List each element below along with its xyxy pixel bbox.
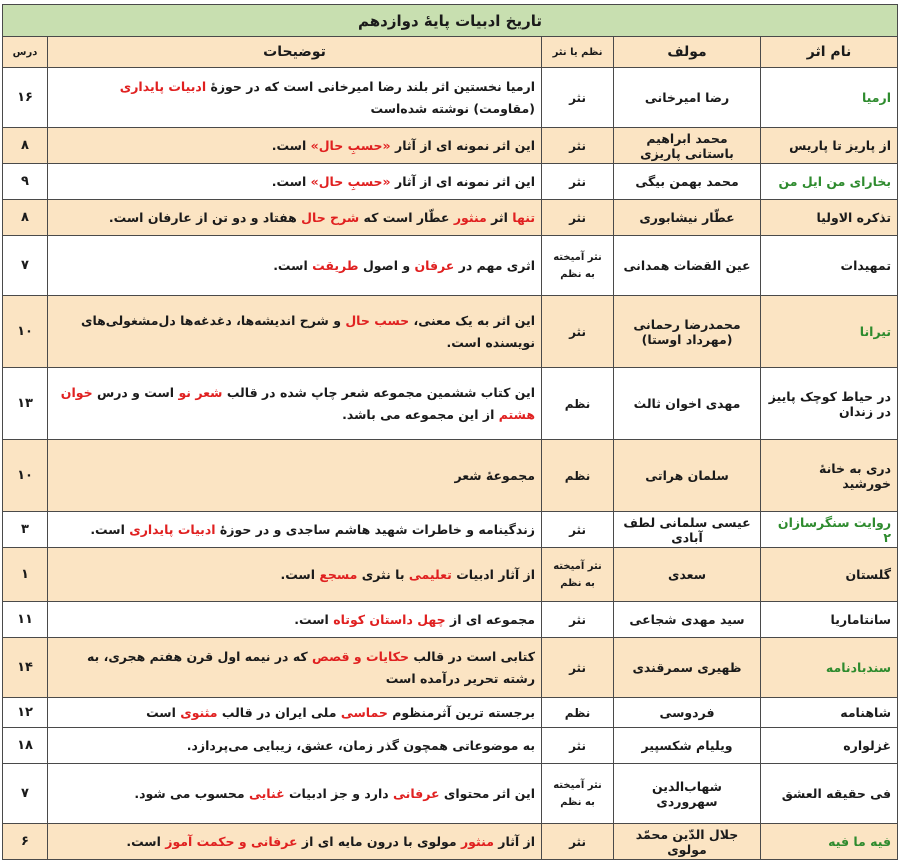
prose-verse-cell: نثر bbox=[542, 602, 614, 638]
highlighted-term: چهل داستان کوتاه bbox=[333, 611, 446, 627]
table-row bbox=[3, 68, 898, 128]
table-row bbox=[3, 512, 898, 548]
lesson-number-cell: ۱۶ bbox=[3, 68, 48, 128]
lesson-number-cell: ۹ bbox=[3, 164, 48, 200]
author-cell: سید مهدی شجاعی bbox=[614, 602, 761, 638]
header-description: توضیحات bbox=[48, 37, 542, 68]
work-name-cell: از پاریز تا پاریس bbox=[761, 128, 898, 164]
description-text: و شرح اندیشه‌ها، دغدغه‌ها دل‌مشغولی‌های نویسنده است. bbox=[80, 312, 536, 350]
author-cell: ظهیری سمرقندی bbox=[614, 638, 761, 698]
table-row bbox=[3, 200, 898, 236]
table-body bbox=[3, 5, 898, 860]
description-text: مجموعه ای از bbox=[445, 611, 536, 627]
author-cell: ویلیام شکسپیر bbox=[614, 728, 761, 764]
work-name-cell: روایت سنگرسازان ۲ bbox=[761, 512, 898, 548]
highlighted-term: خوان هشتم bbox=[60, 384, 536, 422]
author-cell: جلال الدّین محمّد مولوی bbox=[614, 824, 761, 860]
description-text: به موضوعاتی همچون گذر زمان، عشق، زیبایی می‌پردازد. bbox=[186, 737, 536, 753]
highlighted-term: طریقت bbox=[312, 257, 359, 273]
description-text: و اصول bbox=[358, 257, 415, 273]
description-text: مولوی با درون مایه ای از bbox=[297, 833, 461, 849]
lesson-number-cell: ۷ bbox=[3, 236, 48, 296]
prose-verse-cell: نظم bbox=[542, 698, 614, 728]
description-text: از آثار ادبیات bbox=[451, 566, 536, 582]
highlighted-term: ادبیات پایداری bbox=[129, 521, 216, 537]
description-text: است. bbox=[271, 137, 311, 153]
prose-verse-cell: نثر bbox=[542, 824, 614, 860]
table-title: تاریخ ادبیات پایۀ دوازدهم bbox=[3, 5, 898, 37]
table-row bbox=[3, 638, 898, 698]
description-cell bbox=[48, 824, 542, 860]
table-row bbox=[3, 128, 898, 164]
work-name-cell: گلستان bbox=[761, 548, 898, 602]
work-name-cell: غزلواره bbox=[761, 728, 898, 764]
highlighted-term: مسجع bbox=[319, 566, 358, 582]
highlighted-term: «حسبِ حال» bbox=[310, 173, 391, 189]
highlighted-term: منثور bbox=[453, 209, 487, 225]
work-name-cell: فیه ما فیه bbox=[761, 824, 898, 860]
prose-verse-cell: نثر bbox=[542, 68, 614, 128]
description-text: عطّار است که bbox=[359, 209, 454, 225]
highlighted-term: عرفانی و حکمت آموز bbox=[165, 833, 298, 849]
lesson-number-cell: ۱۱ bbox=[3, 602, 48, 638]
description-text: دارد و جز ادبیات bbox=[284, 785, 393, 801]
lesson-number-cell: ۷ bbox=[3, 764, 48, 824]
lesson-number-cell: ۱۰ bbox=[3, 296, 48, 368]
prose-verse-cell: نثر bbox=[542, 164, 614, 200]
header-lesson: درس bbox=[3, 37, 48, 68]
lesson-number-cell: ۱۴ bbox=[3, 638, 48, 698]
highlighted-term: تعلیمی bbox=[408, 566, 452, 582]
description-text: است و درس bbox=[92, 384, 179, 400]
author-cell: عین القضات همدانی bbox=[614, 236, 761, 296]
author-cell: فردوسی bbox=[614, 698, 761, 728]
prose-verse-cell: نثر bbox=[542, 638, 614, 698]
description-text: از این مجموعه می باشد. bbox=[342, 406, 499, 422]
description-cell bbox=[48, 368, 542, 440]
description-cell bbox=[48, 296, 542, 368]
prose-verse-cell: نثر آمیخته به نظم bbox=[542, 764, 614, 824]
work-name-cell: سانتاماریا bbox=[761, 602, 898, 638]
work-name-cell: فی حقیقه العشق bbox=[761, 764, 898, 824]
highlighted-term: شعر نو bbox=[178, 384, 223, 400]
description-cell bbox=[48, 440, 542, 512]
header-row bbox=[3, 37, 898, 68]
highlighted-term: حسب حال bbox=[345, 312, 410, 328]
highlighted-term: حکایات و قصص bbox=[312, 648, 409, 664]
title-row bbox=[3, 5, 898, 37]
description-cell bbox=[48, 698, 542, 728]
work-name-cell: دری به خانۀ خورشید bbox=[761, 440, 898, 512]
table-row bbox=[3, 602, 898, 638]
description-cell bbox=[48, 548, 542, 602]
highlighted-term: حماسی bbox=[340, 704, 388, 720]
author-cell: عطّار نیشابوری bbox=[614, 200, 761, 236]
description-text: ارمیا نخستین اثر بلند رضا امیرخانی است که در حوزۀ bbox=[206, 78, 536, 94]
prose-verse-cell: نظم bbox=[542, 368, 614, 440]
author-cell: رضا امیرخانی bbox=[614, 68, 761, 128]
lesson-number-cell: ۸ bbox=[3, 200, 48, 236]
highlighted-term: ادبیات پایداری bbox=[119, 78, 207, 94]
table-row bbox=[3, 548, 898, 602]
lesson-number-cell: ۱ bbox=[3, 548, 48, 602]
description-text: اثر bbox=[486, 209, 513, 225]
author-cell: شهاب‌الدین سهروردی bbox=[614, 764, 761, 824]
table-row bbox=[3, 236, 898, 296]
lesson-number-cell: ۱۳ bbox=[3, 368, 48, 440]
description-text: اثری مهم در bbox=[454, 257, 536, 273]
description-cell bbox=[48, 200, 542, 236]
lesson-number-cell: ۳ bbox=[3, 512, 48, 548]
description-cell bbox=[48, 764, 542, 824]
prose-verse-cell: نثر bbox=[542, 200, 614, 236]
lesson-number-cell: ۱۰ bbox=[3, 440, 48, 512]
literature-table-container bbox=[2, 4, 897, 860]
author-cell: محمدرضا رحمانی (مهرداد اوستا) bbox=[614, 296, 761, 368]
author-cell: محمد ابراهیم باستانی پاریزی bbox=[614, 128, 761, 164]
author-cell: سلمان هراتی bbox=[614, 440, 761, 512]
lesson-number-cell: ۱۸ bbox=[3, 728, 48, 764]
highlighted-term: «حسبِ حال» bbox=[310, 137, 391, 153]
work-name-cell: شاهنامه bbox=[761, 698, 898, 728]
description-text: است bbox=[146, 704, 181, 720]
table-row bbox=[3, 698, 898, 728]
description-text: این اثر به یک معنی، bbox=[409, 312, 536, 328]
work-name-cell: تذکره الاولیا bbox=[761, 200, 898, 236]
description-text: کتابی است در قالب bbox=[408, 648, 536, 664]
prose-verse-cell: نثر آمیخته به نظم bbox=[542, 236, 614, 296]
description-text: این کتاب ششمین مجموعه شعر چاپ شده در قالب bbox=[222, 384, 536, 400]
prose-verse-cell: نثر bbox=[542, 512, 614, 548]
description-text: است. bbox=[280, 566, 320, 582]
table-row bbox=[3, 164, 898, 200]
description-cell bbox=[48, 128, 542, 164]
table-row bbox=[3, 764, 898, 824]
author-cell: مهدی اخوان ثالث bbox=[614, 368, 761, 440]
description-text: که در نیمه اول قرن هفتم هجری، به رشته تحریر درآمده است bbox=[86, 648, 536, 686]
table-row bbox=[3, 824, 898, 860]
description-text: است. bbox=[126, 833, 166, 849]
highlighted-term: تنها bbox=[512, 209, 536, 225]
prose-verse-cell: نثر bbox=[542, 296, 614, 368]
work-name-cell: ارمیا bbox=[761, 68, 898, 128]
work-name-cell: تمهیدات bbox=[761, 236, 898, 296]
author-cell: محمد بهمن بیگی bbox=[614, 164, 761, 200]
prose-verse-cell: نثر آمیخته به نظم bbox=[542, 548, 614, 602]
description-text: این اثر نمونه ای از آثار bbox=[390, 137, 536, 153]
description-text: است. bbox=[90, 521, 130, 537]
description-cell bbox=[48, 512, 542, 548]
description-cell bbox=[48, 164, 542, 200]
description-text: است. bbox=[273, 257, 313, 273]
highlighted-term: غنایی bbox=[248, 785, 285, 801]
description-text: (مقاومت) نوشته شده‌است bbox=[370, 100, 536, 116]
description-text: برجسته ترین آثرمنظوم bbox=[387, 704, 536, 720]
description-text: مجموعۀ شعر bbox=[454, 467, 536, 483]
description-text: محسوب می شود. bbox=[134, 785, 249, 801]
work-name-cell: سندبادنامه bbox=[761, 638, 898, 698]
description-text: هفتاد و دو تن از عارفان است. bbox=[108, 209, 302, 225]
lesson-number-cell: ۸ bbox=[3, 128, 48, 164]
highlighted-term: منثور bbox=[460, 833, 494, 849]
prose-verse-cell: نظم bbox=[542, 440, 614, 512]
description-text: این اثر محتوای bbox=[439, 785, 536, 801]
header-author: مولف bbox=[614, 37, 761, 68]
highlighted-term: عرفان bbox=[414, 257, 455, 273]
author-cell: عیسی سلمانی لطف آبادی bbox=[614, 512, 761, 548]
description-cell bbox=[48, 602, 542, 638]
lesson-number-cell: ۶ bbox=[3, 824, 48, 860]
table-row bbox=[3, 440, 898, 512]
description-cell bbox=[48, 68, 542, 128]
table-row bbox=[3, 368, 898, 440]
header-work-name: نام اثر bbox=[761, 37, 898, 68]
prose-verse-cell: نثر bbox=[542, 128, 614, 164]
description-cell bbox=[48, 638, 542, 698]
highlighted-term: شرح حال bbox=[301, 209, 360, 225]
description-text: است. bbox=[271, 173, 311, 189]
prose-verse-cell: نثر bbox=[542, 728, 614, 764]
author-cell: سعدی bbox=[614, 548, 761, 602]
description-text: از آثار bbox=[493, 833, 536, 849]
table-row bbox=[3, 296, 898, 368]
work-name-cell: بخارای من ایل من bbox=[761, 164, 898, 200]
highlighted-term: مثنوی bbox=[180, 704, 218, 720]
description-text: است. bbox=[294, 611, 334, 627]
literature-history-table bbox=[2, 4, 898, 860]
work-name-cell: تیرانا bbox=[761, 296, 898, 368]
lesson-number-cell: ۱۲ bbox=[3, 698, 48, 728]
description-cell bbox=[48, 236, 542, 296]
table-row bbox=[3, 728, 898, 764]
description-cell bbox=[48, 728, 542, 764]
description-text: زندگینامه و خاطرات شهید هاشم ساجدی و در حوزۀ bbox=[215, 521, 536, 537]
description-text: ملی ایران در قالب bbox=[217, 704, 341, 720]
work-name-cell: در حیاط کوچک پاییز در زندان bbox=[761, 368, 898, 440]
header-prose-or-verse: نظم یا نثر bbox=[542, 37, 614, 68]
description-text: این اثر نمونه ای از آثار bbox=[390, 173, 536, 189]
highlighted-term: عرفانی bbox=[393, 785, 440, 801]
description-text: با نثری bbox=[357, 566, 409, 582]
